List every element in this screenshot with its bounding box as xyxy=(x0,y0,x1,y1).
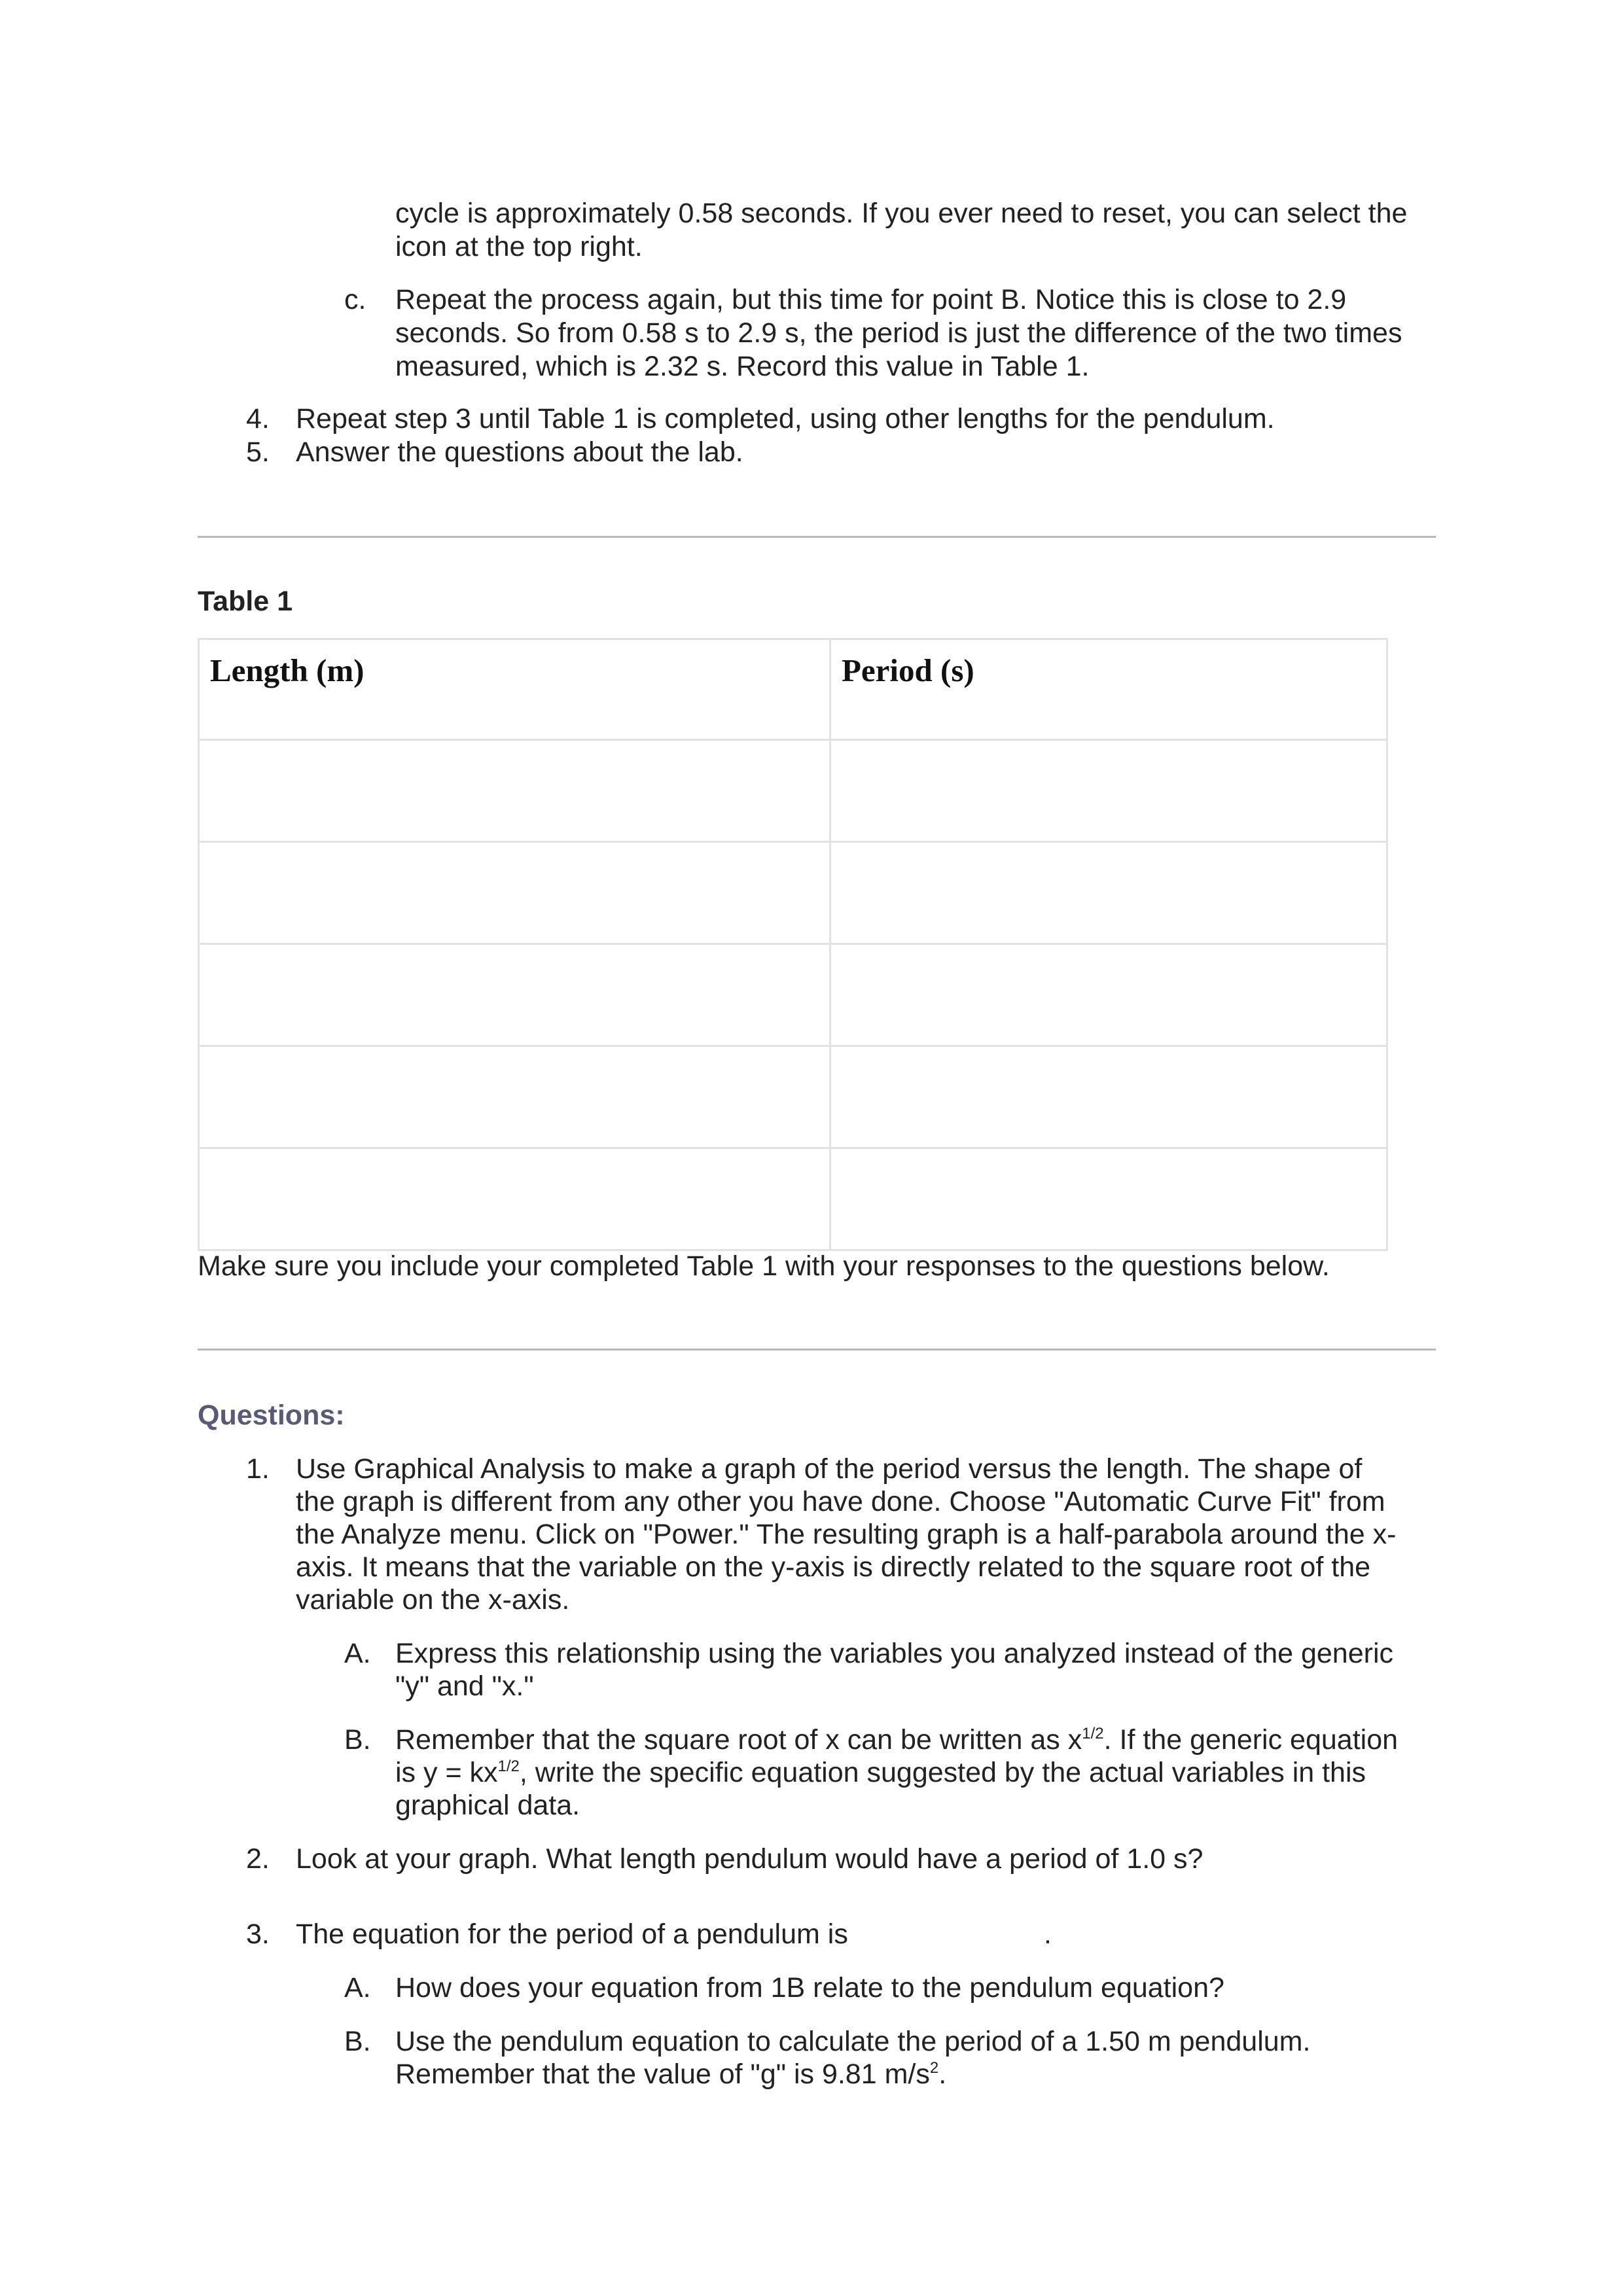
period-cell[interactable] xyxy=(830,944,1387,1046)
q3a-marker: A. xyxy=(344,1972,371,2004)
period-column-header: Period (s) xyxy=(830,639,1387,740)
step5-marker: 5. xyxy=(246,436,270,468)
q3b-marker: B. xyxy=(344,2026,371,2057)
q1b-text: is y = kx xyxy=(395,1757,498,1788)
q3-marker: 3. xyxy=(246,1918,270,1950)
period-cell[interactable] xyxy=(830,740,1387,842)
q1b-line xyxy=(395,1756,1366,1790)
q1-line: the graph is different from any other you have done. Choose "Automatic Curve Fit" from xyxy=(296,1486,1385,1517)
q3-trailing: . xyxy=(1044,1918,1052,1950)
q1b-text: Remember that the square root of x can be written as x xyxy=(395,1724,1082,1756)
period-cell[interactable] xyxy=(830,1046,1387,1148)
q1b-marker: B. xyxy=(344,1724,371,1756)
length-cell[interactable] xyxy=(199,944,830,1046)
section-divider xyxy=(198,536,1436,538)
table-title: Table 1 xyxy=(198,586,293,617)
step3-continued-line: cycle is approximately 0.58 seconds. If you ever need to reset, you can select the xyxy=(395,198,1408,229)
q1a-line: Express this relationship using the variables you analyzed instead of the generic xyxy=(395,1638,1394,1669)
length-column-header: Length (m) xyxy=(199,639,830,740)
data-table xyxy=(198,638,1388,1251)
table-row xyxy=(199,740,1387,842)
length-cell[interactable] xyxy=(199,1046,830,1148)
step3-continued-line: icon at the top right. xyxy=(395,231,643,262)
step3c-line: measured, which is 2.32 s. Record this value in Table 1. xyxy=(395,351,1090,382)
table-row xyxy=(199,1148,1387,1250)
step3c-line: Repeat the process again, but this time for point B. Notice this is close to 2.9 xyxy=(395,284,1347,315)
exponent: 2 xyxy=(929,2059,939,2077)
q1-line: axis. It means that the variable on the y-axis is directly related to the square root of the xyxy=(296,1551,1371,1583)
q1a-marker: A. xyxy=(344,1638,371,1669)
exponent: 1/2 xyxy=(1082,1725,1104,1742)
q1-line: Use Graphical Analysis to make a graph of the period versus the length. The shape of xyxy=(296,1453,1363,1485)
table-header-row xyxy=(199,639,1387,740)
questions-heading: Questions: xyxy=(198,1400,345,1431)
table-note: Make sure you include your completed Table 1 with your responses to the questions below. xyxy=(198,1250,1330,1282)
q3-text: The equation for the period of a pendulum is xyxy=(296,1918,848,1950)
q1b-line xyxy=(395,1723,1398,1757)
q1-line: variable on the x-axis. xyxy=(296,1584,570,1616)
q3b-line: Use the pendulum equation to calculate the period of a 1.50 m pendulum. xyxy=(395,2026,1311,2057)
q3a-text: How does your equation from 1B relate to the pendulum equation? xyxy=(395,1972,1224,2004)
q1-line: the Analyze menu. Click on "Power." The resulting graph is a half-parabola around the x- xyxy=(296,1519,1397,1550)
table-row xyxy=(199,1046,1387,1148)
q1b-text: . If the generic equation xyxy=(1103,1724,1399,1756)
q1b-line: graphical data. xyxy=(395,1790,580,1821)
q2-text: Look at your graph. What length pendulum would have a period of 1.0 s? xyxy=(296,1843,1204,1875)
step5-text: Answer the questions about the lab. xyxy=(296,436,743,468)
q1a-line: "y" and "x." xyxy=(395,1670,534,1702)
step3c-marker: c. xyxy=(344,284,366,315)
period-cell[interactable] xyxy=(830,842,1387,944)
length-cell[interactable] xyxy=(199,842,830,944)
step4-text: Repeat step 3 until Table 1 is completed, using other lengths for the pendulum. xyxy=(296,403,1275,434)
period-cell[interactable] xyxy=(830,1148,1387,1250)
section-divider xyxy=(198,1349,1436,1351)
length-cell[interactable] xyxy=(199,1148,830,1250)
step3c-line: seconds. So from 0.58 s to 2.9 s, the period is just the difference of the two times xyxy=(395,317,1402,349)
table-row xyxy=(199,842,1387,944)
q1-marker: 1. xyxy=(246,1453,270,1485)
q3b-line xyxy=(395,2058,946,2091)
step4-marker: 4. xyxy=(246,403,270,434)
q2-marker: 2. xyxy=(246,1843,270,1875)
q3b-text: Remember that the value of "g" is 9.81 m/s xyxy=(395,2058,930,2090)
q3b-text: . xyxy=(938,2058,947,2090)
table-row xyxy=(199,944,1387,1046)
length-cell[interactable] xyxy=(199,740,830,842)
q1b-text: , write the specific equation suggested by the actual variables in this xyxy=(519,1757,1366,1788)
exponent: 1/2 xyxy=(497,1757,520,1775)
